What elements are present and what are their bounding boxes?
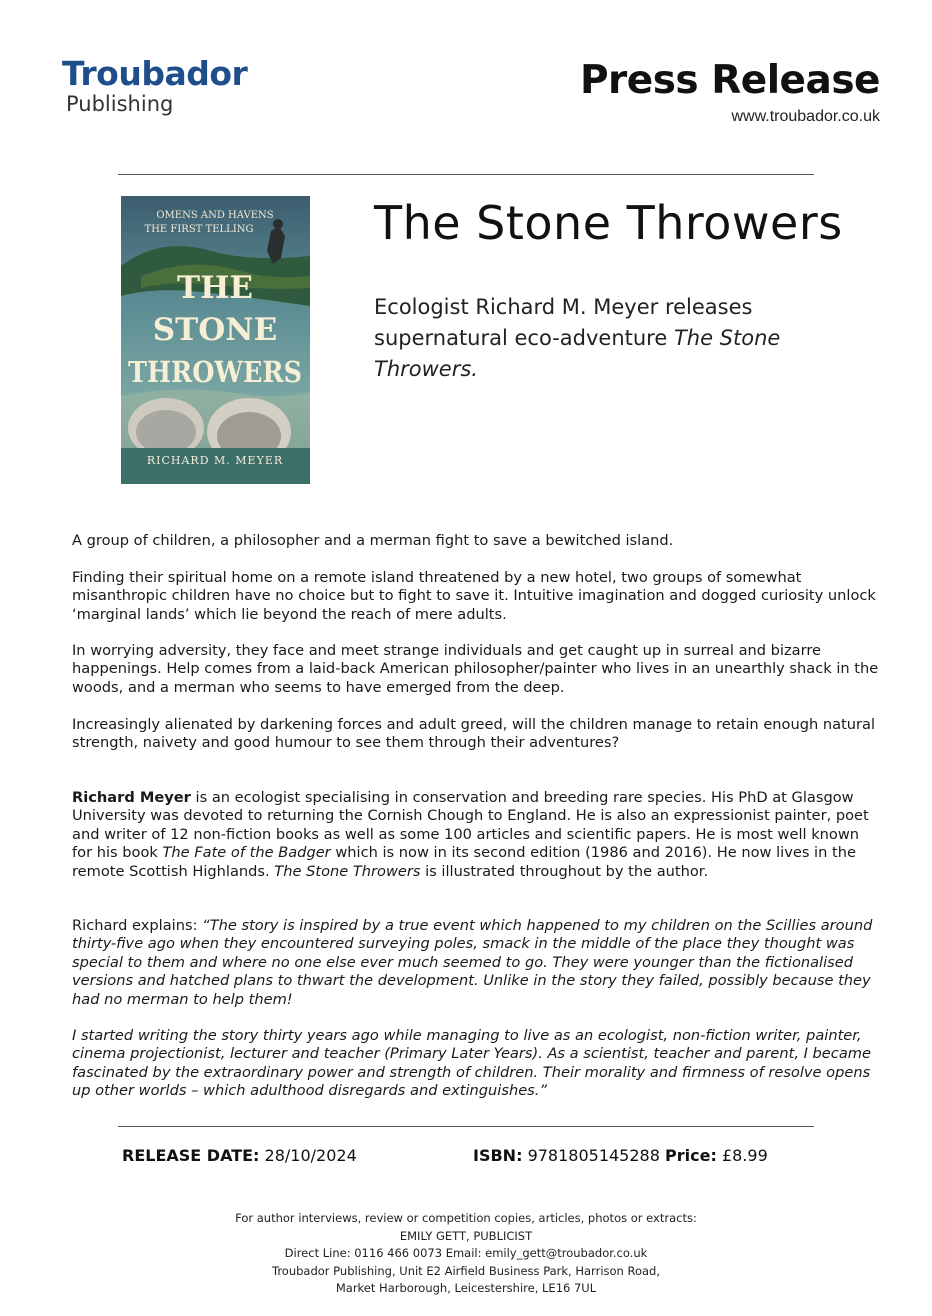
book-subtitle <box>374 292 854 385</box>
author-quote-1 <box>72 917 880 1009</box>
footer-line-4: Troubador Publishing, Unit E2 Airfield Business Park, Harrison Road, <box>271 1263 660 1278</box>
bio-text-3: is illustrated throughout by the author. <box>420 862 709 880</box>
top-divider <box>118 174 814 175</box>
isbn-price <box>473 1146 768 1165</box>
release-date-label: RELEASE DATE: <box>122 1146 260 1165</box>
isbn-label: ISBN: <box>473 1146 523 1165</box>
footer-line-2: EMILY GETT, PUBLICIST <box>399 1228 533 1243</box>
price-value: £8.99 <box>721 1146 768 1165</box>
book-cover-image <box>121 196 310 484</box>
cover-series-line1: OMENS AND HAVENS <box>156 210 274 221</box>
cover-title-line2: STONE <box>152 312 278 348</box>
book-title: The Stone Throwers <box>374 196 843 250</box>
cover-title-line1: THE <box>177 270 253 306</box>
cover-series-line2: THE FIRST TELLING <box>144 224 254 235</box>
author-quote-2 <box>72 1027 880 1101</box>
isbn-value: 9781805145288 <box>527 1146 660 1165</box>
bio-text-2: which is now in its second edition (1986 and 2016). He now lives in the remote Scottish Highlands. <box>72 844 856 880</box>
cover-author: RICHARD M. MEYER <box>146 454 284 467</box>
cover-title-line3: THROWERS <box>128 355 302 389</box>
footer-line-5: Market Harborough, Leicestershire, LE16 7UL <box>335 1281 597 1295</box>
publisher-subname: Publishing <box>66 92 174 116</box>
publisher-name: Troubador <box>62 54 248 93</box>
quote-intro: Richard explains: <box>72 917 203 934</box>
quote-text-1: “The story is inspired by a true event which happened to my children on the Scillies around thirty-five ago when they encountered surveying poles, smack in the middle of the place they thought was special to them and where no one else ever much seemed to go. They were younger than the fictionalised versions and hatched plans to thwart the development. Unlike in the story they failed, possibly because they had no merman to help them! <box>72 917 873 1008</box>
synopsis-text: Finding their spiritual home on a remote island threatened by a new hotel, two groups of somewhat misanthropic children have no choice but to fight to save it. Intuitive imagination and dogged curiosity unlock ‘marginal lands’ which lie beyond the reach of mere adults. <box>72 569 876 623</box>
quote-text-2: I started writing the story thirty years ago while managing to live as an ecologist, non-fiction writer, painter, cinema projectionist, lecturer and teacher (Primary Later Years). As a scientist, teacher and parent, I became fascinated by the extraordinary power and strength of children. Their morality and firmness of resolve opens up other worlds – which adulthood disregards and extinguishes.” <box>72 1027 871 1100</box>
synopsis-paragraph-4 <box>72 716 880 753</box>
bio-book-1: The Fate of the Badger <box>162 844 331 862</box>
footer-line-3: Direct Line: 0116 466 0073 Email: emily_gett@troubador.co.uk <box>284 1246 648 1260</box>
price-label: Price: <box>665 1146 717 1165</box>
synopsis-paragraph-2 <box>72 569 880 624</box>
bio-book-2: The Stone Throwers <box>274 862 421 880</box>
release-date-value: 28/10/2024 <box>264 1146 357 1165</box>
bio-text-1: is an ecologist specialising in conservation and breeding rare species. His PhD at Glasgow University was devoted to returning the Cornish Chough to England. He is also an expressionist painter, poet and writer of 12 non-fiction books as well as some 100 articles and scientific papers. He is most well known for his book <box>72 789 869 862</box>
publisher-logo <box>62 56 247 116</box>
author-bio <box>72 789 880 881</box>
contact-footer <box>0 1210 932 1298</box>
synopsis-text: A group of children, a philosopher and a merman fight to save a bewitched island. <box>72 532 674 549</box>
synopsis-paragraph-1 <box>72 532 880 550</box>
synopsis-text: Increasingly alienated by darkening forces and adult greed, will the children manage to retain enough natural strength, naivety and good humour to see them through their adventures? <box>72 716 876 752</box>
bottom-divider <box>118 1126 814 1127</box>
subtitle-text: Ecologist Richard M. Meyer releases supernatural eco-adventure <box>374 295 753 350</box>
footer-line-1: For author interviews, review or competition copies, articles, photos or extracts: <box>235 1211 697 1225</box>
website-link[interactable]: www.troubador.co.uk <box>731 108 880 125</box>
synopsis-text: In worrying adversity, they face and meet strange individuals and get caught up in surreal and bizarre happenings. Help comes from a laid-back American philosopher/painter who lives in an unearthly shack in the woods, and a merman who seems to have emerged from the deep. <box>72 642 879 696</box>
press-release-title: Press Release <box>579 58 880 103</box>
release-date <box>122 1146 357 1165</box>
author-name: Richard Meyer <box>72 789 191 806</box>
synopsis-paragraph-3 <box>72 642 880 697</box>
subtitle-book-name: The Stone Throwers. <box>374 326 781 381</box>
